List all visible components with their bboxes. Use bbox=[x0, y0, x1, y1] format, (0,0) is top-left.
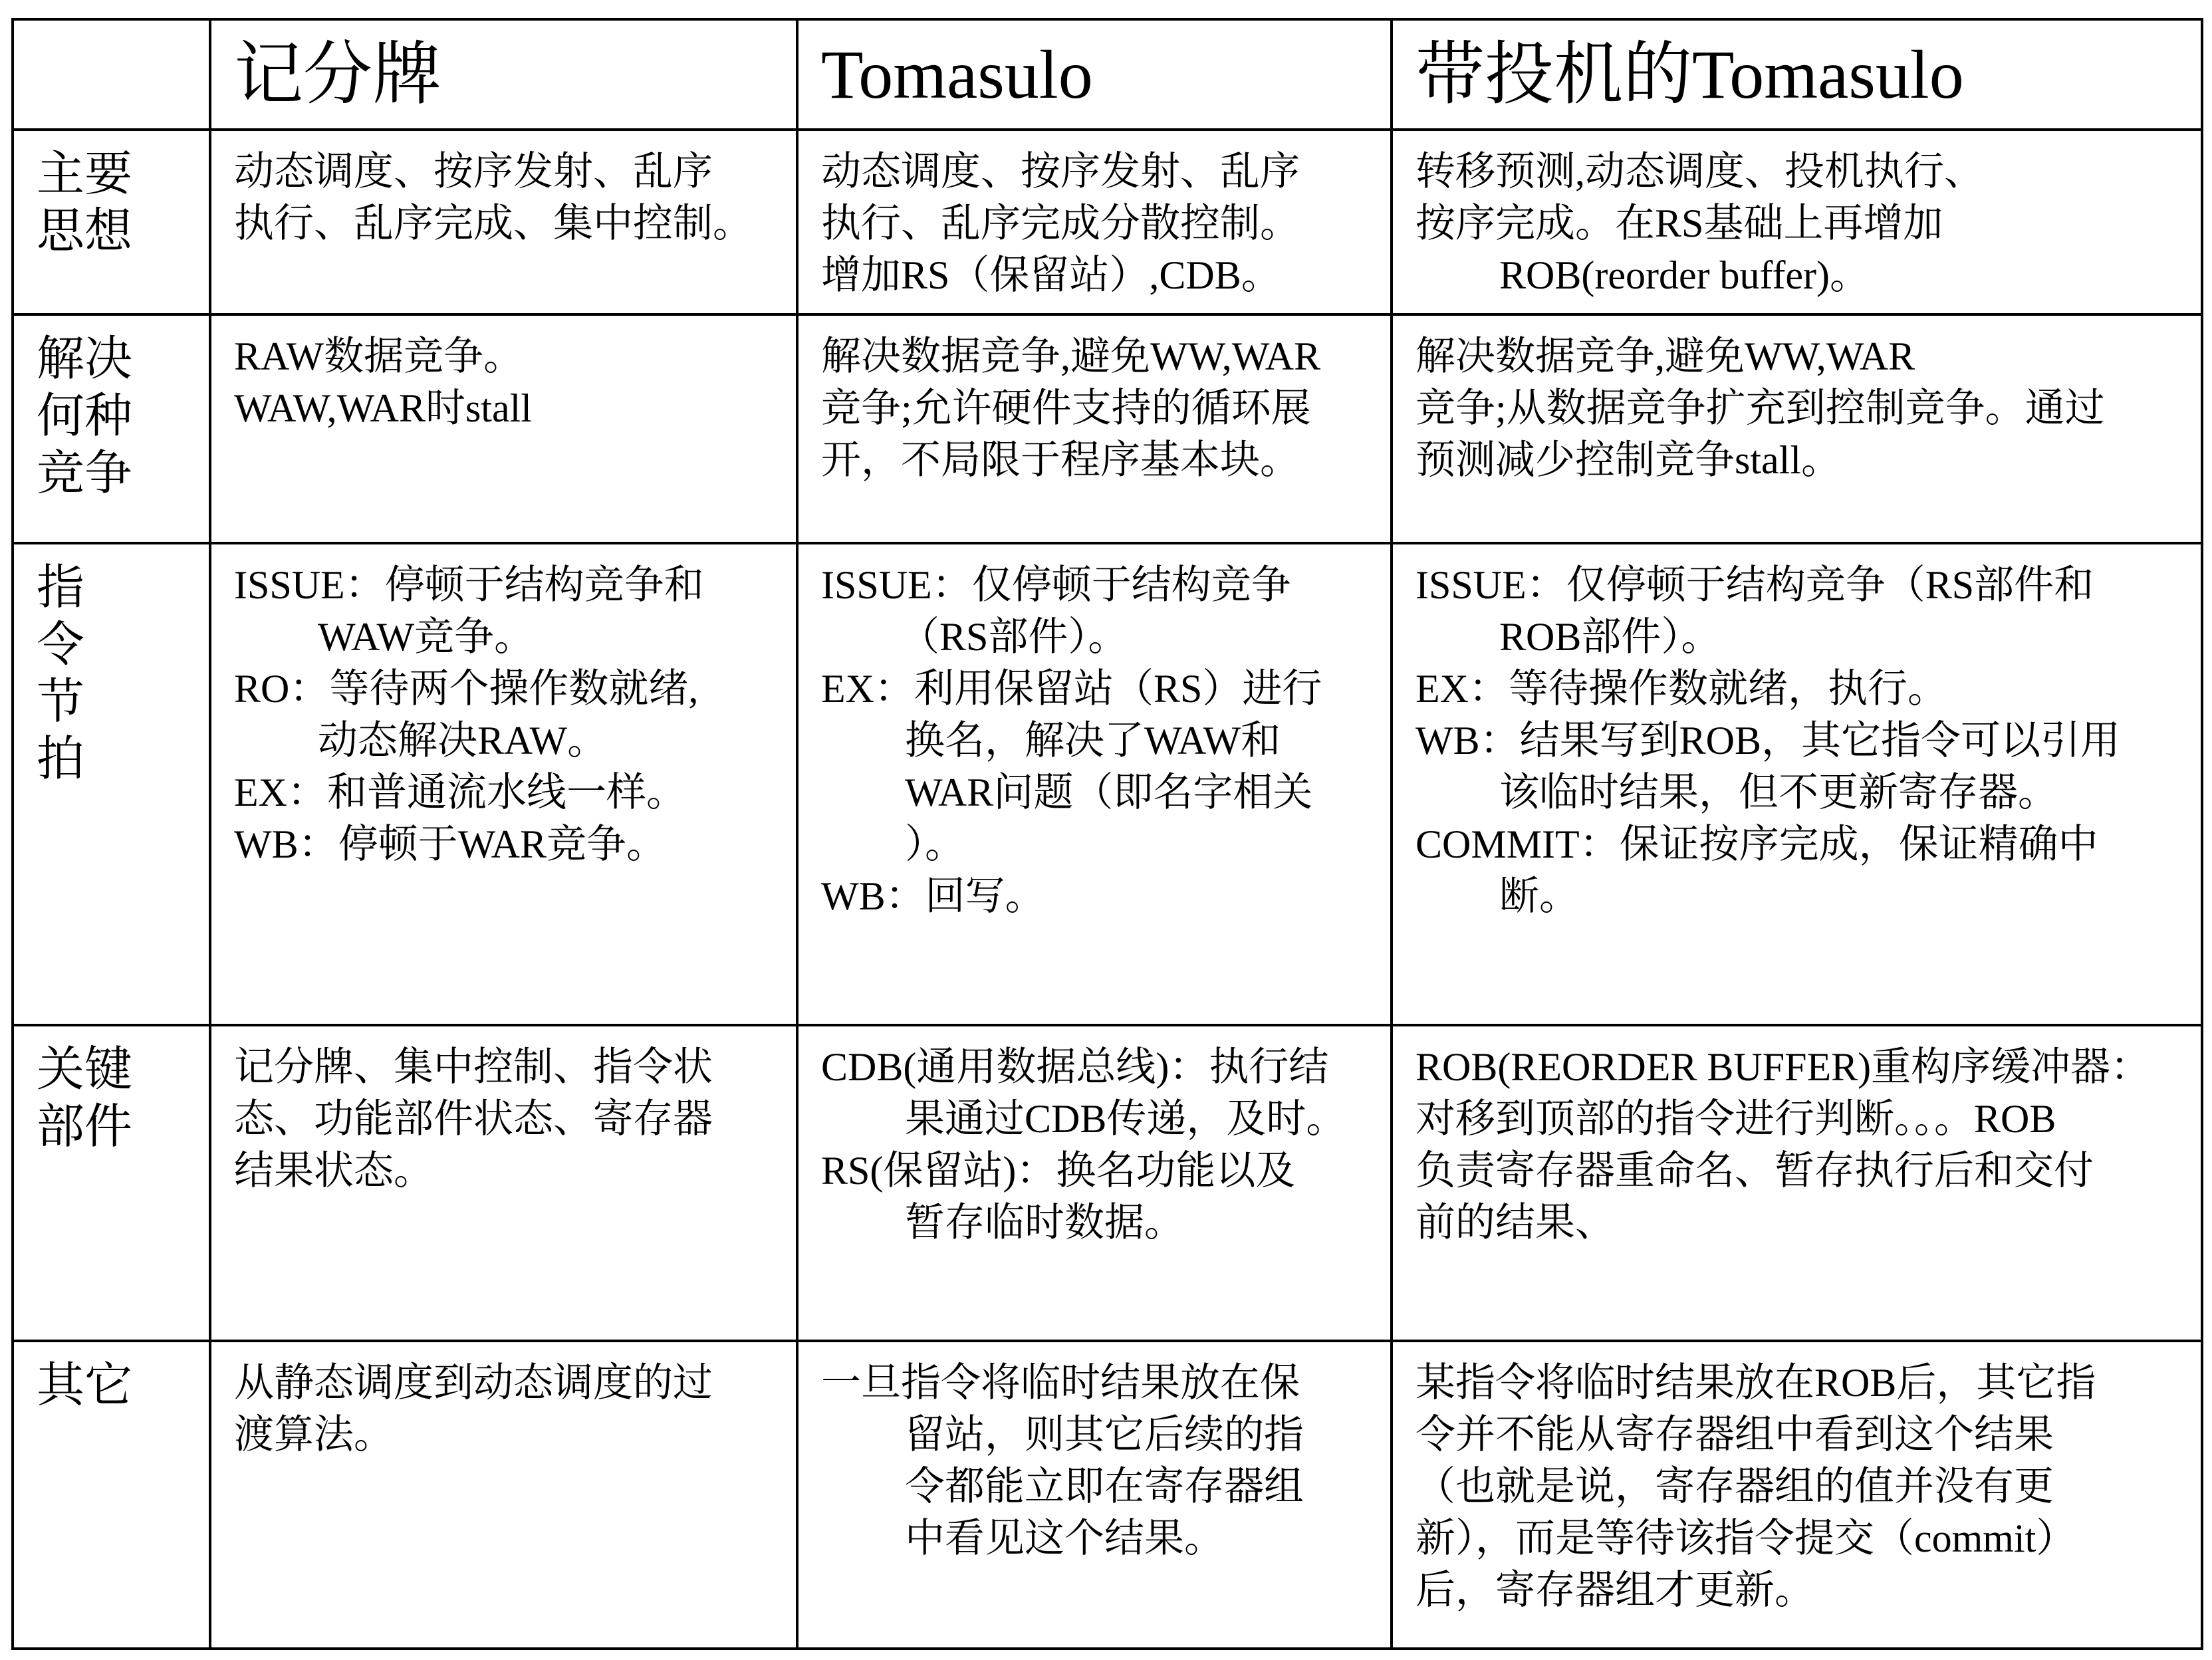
cell-scoreboard-other bbox=[210, 1341, 797, 1649]
cell-speculative-other bbox=[1392, 1341, 2202, 1649]
column-header-speculative-tomasulo: 带投机的Tomasulo bbox=[1392, 19, 2202, 130]
cell-tomasulo-components bbox=[797, 1025, 1392, 1341]
cell-text-line: 中看见这个结果。 bbox=[905, 1516, 1224, 1560]
row-header-other bbox=[13, 1341, 210, 1649]
row-header-main-idea bbox=[13, 130, 210, 314]
cell-text-line: RS(保留站)：换名功能以及 bbox=[821, 1149, 1296, 1193]
cell-text-line: EX：和普通流水线一样。 bbox=[234, 771, 686, 814]
cell-text-line: CDB(通用数据总线)：执行结 bbox=[821, 1045, 1329, 1089]
cell-text-line: 动态解决RAW。 bbox=[318, 719, 608, 763]
cell-text-line: 预测减少控制竞争stall。 bbox=[1415, 438, 1841, 482]
row-label-line: 指 bbox=[37, 561, 85, 614]
cell-text-line: 后，寄存器组才更新。 bbox=[1415, 1568, 1814, 1612]
cell-text-line: 渡算法。 bbox=[234, 1413, 394, 1457]
row-label-line: 其它 bbox=[37, 1359, 133, 1412]
cell-text-line: ISSUE：停顿于结构竞争和 bbox=[234, 563, 704, 607]
cell-text-line: 动态调度、按序发射、乱序 bbox=[821, 150, 1300, 193]
column-header-tomasulo: Tomasulo bbox=[797, 19, 1392, 130]
cell-text-line: 增加RS（保留站）,CDB。 bbox=[821, 253, 1281, 297]
cell-tomasulo-stages bbox=[797, 543, 1392, 1025]
cell-text-line: 竞争;允许硬件支持的循环展 bbox=[821, 386, 1311, 430]
cell-text-line: 解决数据竞争,避免WW,WAR bbox=[1415, 334, 1915, 378]
cell-speculative-stages bbox=[1392, 543, 2202, 1025]
cell-text-line: 断。 bbox=[1499, 874, 1579, 918]
cell-text-line: EX：等待操作数就绪，执行。 bbox=[1415, 667, 1947, 711]
cell-text-line: WAR问题（即名字相关 bbox=[905, 771, 1313, 814]
cell-scoreboard-hazards bbox=[210, 314, 797, 543]
cell-text-line: （RS部件）。 bbox=[900, 615, 1128, 659]
header-row bbox=[13, 19, 2202, 130]
cell-speculative-components bbox=[1392, 1025, 2202, 1341]
cell-text-line: ISSUE：仅停顿于结构竞争 bbox=[821, 563, 1291, 607]
cell-text-line: 前的结果、 bbox=[1415, 1201, 1615, 1245]
table-row-other bbox=[13, 1341, 2202, 1649]
cell-text-line: WB：回写。 bbox=[821, 874, 1045, 918]
row-label-line: 解决 bbox=[37, 332, 133, 386]
cell-text-line: 结果状态。 bbox=[234, 1149, 433, 1193]
column-header-scoreboard: 记分牌 bbox=[210, 19, 797, 130]
cell-text-line: ROB部件）。 bbox=[1499, 615, 1721, 659]
cell-text-line: WAW,WAR时stall bbox=[234, 386, 532, 430]
cell-scoreboard-main-idea bbox=[210, 130, 797, 314]
cell-text-line: ）。 bbox=[905, 822, 965, 866]
cell-text-line: RO：等待两个操作数就绪, bbox=[234, 667, 699, 711]
cell-text-line: WB：结果写到ROB，其它指令可以引用 bbox=[1415, 719, 2121, 763]
cell-text-line: ROB(REORDER BUFFER)重构序缓冲器： bbox=[1415, 1045, 2151, 1089]
cell-text-line: 对移到顶部的指令进行判断。。。ROB bbox=[1415, 1097, 2056, 1141]
cell-text-line: 动态调度、按序发射、乱序 bbox=[234, 150, 713, 193]
row-label-line: 部件 bbox=[37, 1100, 133, 1153]
row-label-line: 关键 bbox=[37, 1043, 133, 1096]
cell-text-line: （也就是说，寄存器组的值并没有更 bbox=[1415, 1465, 2054, 1508]
cell-text-line: 某指令将临时结果放在ROB后，其它指 bbox=[1415, 1361, 2096, 1405]
table-row-hazards-solved bbox=[13, 314, 2202, 543]
cell-text-line: ISSUE：仅停顿于结构竞争（RS部件和 bbox=[1415, 563, 2094, 607]
cell-text-line: 一旦指令将临时结果放在保 bbox=[821, 1361, 1300, 1405]
row-label-line: 竞争 bbox=[37, 447, 133, 500]
corner-header bbox=[13, 19, 210, 130]
cell-speculative-main-idea bbox=[1392, 130, 2202, 314]
cell-text-line: 留站，则其它后续的指 bbox=[905, 1413, 1304, 1457]
cell-text-line: RAW数据竞争。 bbox=[234, 334, 524, 378]
cell-tomasulo-main-idea bbox=[797, 130, 1392, 314]
cell-scoreboard-stages bbox=[210, 543, 797, 1025]
cell-text-line: 解决数据竞争,避免WW,WAR bbox=[821, 334, 1321, 378]
row-label-line: 节 bbox=[37, 675, 85, 729]
row-label-line: 思想 bbox=[37, 205, 133, 258]
row-header-key-components bbox=[13, 1025, 210, 1341]
cell-text-line: 负责寄存器重命名、暂存执行后和交付 bbox=[1415, 1149, 2094, 1193]
cell-tomasulo-hazards bbox=[797, 314, 1392, 543]
cell-text-line: 令都能立即在寄存器组 bbox=[905, 1465, 1304, 1508]
cell-text-line: EX：利用保留站（RS）进行 bbox=[821, 667, 1322, 711]
table-row-main-idea bbox=[13, 130, 2202, 314]
row-header-instruction-stages bbox=[13, 543, 210, 1025]
row-label-line: 何种 bbox=[37, 390, 133, 443]
cell-text-line: WAW竞争。 bbox=[318, 615, 535, 659]
cell-text-line: 开，不局限于程序基本块。 bbox=[821, 438, 1300, 482]
cell-text-line: 按序完成。在RS基础上再增加 bbox=[1415, 201, 1943, 245]
cell-text-line: COMMIT：保证按序完成，保证精确中 bbox=[1415, 822, 2098, 866]
cell-text-line: 执行、乱序完成、集中控制。 bbox=[234, 201, 753, 245]
cell-text-line: 从静态调度到动态调度的过 bbox=[234, 1361, 713, 1405]
row-header-hazards-solved bbox=[13, 314, 210, 543]
cell-scoreboard-components bbox=[210, 1025, 797, 1341]
cell-text-line: 令并不能从寄存器组中看到这个结果 bbox=[1415, 1413, 2054, 1457]
cell-text-line: 态、功能部件状态、寄存器 bbox=[234, 1097, 713, 1141]
cell-text-line: 执行、乱序完成分散控制。 bbox=[821, 201, 1300, 245]
cell-text-line: WB：停顿于WAR竞争。 bbox=[234, 822, 666, 866]
comparison-table bbox=[11, 18, 2203, 1650]
cell-text-line: 新），而是等待该指令提交（commit） bbox=[1415, 1516, 2076, 1560]
cell-text-line: 转移预测,动态调度、投机执行、 bbox=[1415, 150, 1984, 193]
table-row-instruction-stages bbox=[13, 543, 2202, 1025]
cell-text-line: 竞争;从数据竞争扩充到控制竞争。通过 bbox=[1415, 386, 2105, 430]
cell-text-line: 换名，解决了WAW和 bbox=[905, 719, 1281, 763]
cell-text-line: 该临时结果，但不更新寄存器。 bbox=[1499, 771, 2058, 814]
row-label-line: 拍 bbox=[37, 733, 85, 786]
cell-text-line: 果通过CDB传递，及时。 bbox=[905, 1097, 1346, 1141]
cell-speculative-hazards bbox=[1392, 314, 2202, 543]
table-row-key-components bbox=[13, 1025, 2202, 1341]
cell-text-line: 暂存临时数据。 bbox=[905, 1201, 1184, 1245]
cell-text-line: 记分牌、集中控制、指令状 bbox=[234, 1045, 713, 1089]
cell-text-line: ROB(reorder buffer)。 bbox=[1499, 253, 1870, 297]
cell-tomasulo-other bbox=[797, 1341, 1392, 1649]
row-label-line: 令 bbox=[37, 618, 85, 671]
row-label-line: 主要 bbox=[37, 148, 133, 201]
